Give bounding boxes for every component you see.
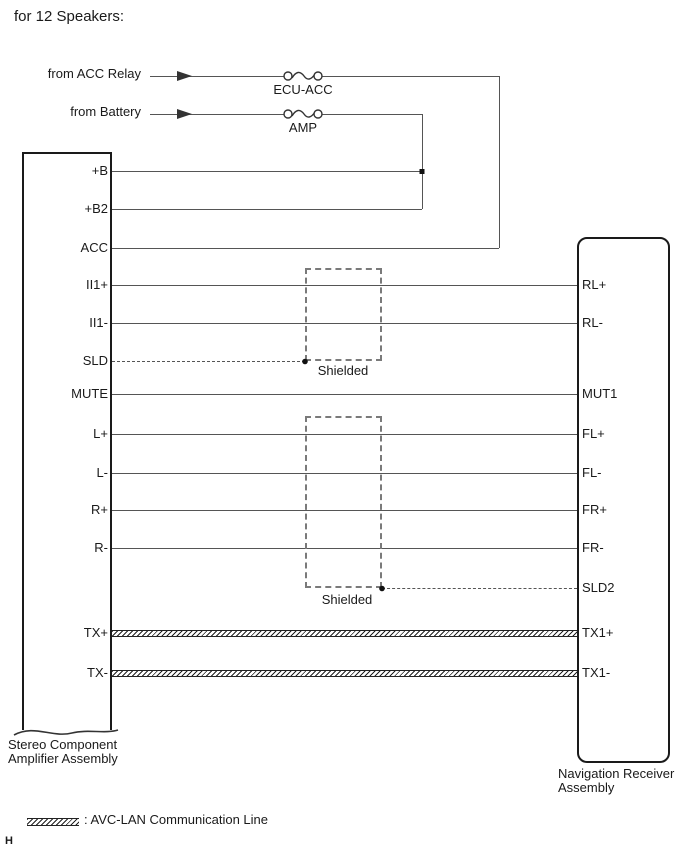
pin-label: SLD — [82, 353, 108, 368]
pin-label: R+ — [91, 502, 108, 517]
pin-label: MUT1 — [582, 386, 618, 401]
pin-label: RL+ — [582, 277, 607, 292]
footnote-mark: H — [5, 835, 13, 847]
avc-lan-line-tx-plus — [112, 630, 577, 637]
wire-acc — [112, 248, 499, 249]
pin-label: ACC — [80, 240, 108, 255]
pin-label: +B2 — [84, 201, 108, 216]
pin-label: TX- — [87, 665, 108, 680]
shield-box-1 — [305, 268, 382, 361]
wire-battery-drop — [422, 114, 423, 209]
pin-label: +B — [91, 163, 108, 178]
pin-label: FR- — [582, 540, 604, 555]
receiver-caption-line1: Navigation Receiver — [558, 766, 675, 781]
source-label-acc-relay: from ACC Relay — [47, 66, 141, 81]
fuse-label-ecu-acc: ECU-ACC — [273, 82, 333, 97]
wire-acc-drop — [499, 76, 500, 248]
legend-label: : AVC-LAN Communication Line — [84, 812, 269, 827]
wire-sld2-dashed — [382, 588, 577, 589]
wire-battery-feed — [322, 114, 422, 115]
wire-mute-mut1 — [112, 394, 577, 395]
amplifier-caption-line1: Stereo Component — [8, 737, 118, 752]
pin-label: TX1- — [582, 665, 611, 680]
pin-label: TX+ — [83, 625, 108, 640]
pin-label: II1+ — [85, 277, 108, 292]
page-title: for 12 Speakers: — [14, 8, 125, 25]
shield-box-2 — [305, 416, 382, 588]
fuse-icon-amp — [284, 110, 322, 118]
source-label-battery: from Battery — [70, 104, 141, 119]
shield-label-1: Shielded — [317, 363, 369, 378]
pin-label: L- — [96, 465, 108, 480]
fuse-icon-ecu-acc — [284, 72, 322, 80]
fuse-label-amp: AMP — [288, 120, 318, 135]
pin-label: FL+ — [582, 426, 605, 441]
pin-label: TX1+ — [582, 625, 614, 640]
amplifier-caption-line2: Amplifier Assembly — [8, 751, 118, 766]
wire-battery-feed — [150, 114, 285, 115]
wire-sld-dashed — [112, 361, 305, 362]
pin-label: L+ — [93, 426, 108, 441]
receiver-caption-line2: Assembly — [558, 780, 615, 795]
wire-acc-relay-feed — [322, 76, 499, 77]
avc-lan-legend-swatch — [27, 818, 79, 826]
wire-plus-b — [112, 171, 422, 172]
avc-lan-line-tx-minus — [112, 670, 577, 677]
shield-label-2: Shielded — [321, 592, 373, 607]
box-break-wave — [14, 730, 118, 735]
wire-plus-b2 — [112, 209, 422, 210]
pin-label: FL- — [582, 465, 602, 480]
pin-label: RL- — [582, 315, 603, 330]
pin-label: R- — [94, 540, 108, 555]
pin-label: II1- — [89, 315, 108, 330]
pin-label: SLD2 — [582, 580, 615, 595]
wire-acc-relay-feed — [150, 76, 285, 77]
pin-label: MUTE — [71, 386, 108, 401]
pin-label: FR+ — [582, 502, 607, 517]
